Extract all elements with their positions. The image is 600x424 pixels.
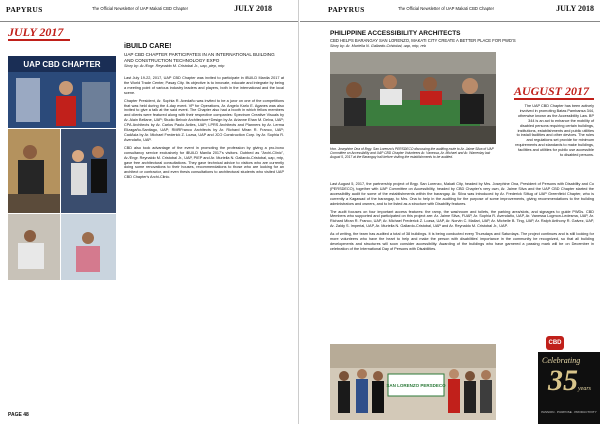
article-body xyxy=(124,76,284,183)
article-title: PHILIPPINE ACCESSIBILITY ARCHITECTS xyxy=(330,30,461,37)
month-label: JULY 2017 xyxy=(8,25,64,39)
anniversary-suffix: years xyxy=(578,386,591,392)
month-underline xyxy=(8,39,70,41)
article-subtitle: CBD HELPS BARANGAY SAN LORENZO, MAKATI CITY CREATE A BETTER PLACE FOR PWD'S xyxy=(330,38,516,43)
left-page xyxy=(0,0,299,424)
header-date: JULY 2018 xyxy=(556,4,594,13)
banner-text: SAN LORENZO PERSDECO xyxy=(386,383,446,388)
side-paragraph: The UAP CBD Chapter has been actively involved in promoting Batas Pambansa 344, otherwise known as the Accessibility Law. BP 344 is an act to enhance the mobility of disabled persons requiring certain buildings, institutions, establishments and public utilities to install facilities and other devices. The rules and regulations set provide for minimum requirements and standards to make buildings, facilities and utilities for public use accessible to disabled persons. xyxy=(515,104,594,158)
right-header xyxy=(300,0,600,22)
article-subtitle: UAP CBD CHAPTER PARTICIPATES IN AN INTERNATIONAL BUILDING AND CONSTRUCTION TECHNOLOGY EXPO xyxy=(124,52,275,63)
meeting-photo xyxy=(330,52,496,144)
brand-name: PAPYRUS xyxy=(328,5,365,14)
photo-caption: Hon. Josephine Ona of Brgy. San Lorenzo's PERSDECO discussing the auditing route to Ar. Jaime Silva of UAP Committee on Accessibility and UAP CBD Chapter Volunteers Ar. Vanessa, Ar. Michael and Ar. Warrenlay last August 5, 2017 at the Barangay hall before visiting the establishments to be audited. xyxy=(330,147,494,160)
celebrating-text: Celebrating xyxy=(542,356,581,365)
anniversary-logo xyxy=(538,352,600,424)
motto-text: PASSION · PURPOSE · PRODUCTIVITY xyxy=(541,410,597,414)
group-photo xyxy=(330,344,496,420)
photo-banner-text: UAP CBD CHAPTER xyxy=(23,60,101,69)
anniversary-number: 35 xyxy=(548,364,578,397)
article-body xyxy=(330,182,594,255)
article-paragraph: Last August 5, 2017, the partnership project of Brgy. San Lorenzo, Makati City, headed by Mrs. Josephine Ona, President of Persons with Disability and Co (PERSDECO), together with UAP Committee on Accessibility, headed by CBD Chapter's very own, Ar. Jaime Silva and the UAP CBD Chapter started the accessibility audit for some of the establishments within the barangay. Ar. Silva was introduced by Ar. Frederick Siltug of UAP Greenfield Chapter, who is currently a Kagawad of the barangay, to Mrs. Ona to help in the auditing for the purpose of some improvements, giving recommendations to the building administrators and owners, and to be listed as a structure with Disability features. xyxy=(330,182,594,206)
month-underline xyxy=(514,98,594,100)
page-number: PAGE 48 xyxy=(8,412,29,418)
article-paragraph: Last July 19-22, 2017, UAP CBD Chapter was invited to participate in iBUILD Manila 2017 at the World Trade Center, Pasay City. Its objective is to innovate, educate and integrate by being a meeting point of various industry leaders and players, both in the international and the local scene. xyxy=(124,76,284,95)
expo-photo-collage xyxy=(8,56,116,280)
article-byline: Story by: Ar. Muriella N. Gallardo-Cristobal, uap, mtp, reb xyxy=(330,44,426,48)
article-paragraph: The audit focuses on four important access features: the ramp, the washroom and toilets, the parking area/slots, and signages to guide PWDs. CBD Members who supported and participated on this project are: Ar. Jaime Silva, FUAP, Ar. Sophia R. Avendaño, UAP, Ar. Vanessa Logmon-Ledesma, UAP, Ar. Richard Miran R. Franco, UAP, Ar. Michael Frederick Z. Lozsa, UAP, Ar. Norvin C. Mallari, UAP, Ar. Michelle B. Ting, UAP, Ar. Ralph Anthony R. Galvez, UAP, Ar. Zaldy S. Imperial, UAP, Ar. Muriella N. Gallardo-Cristobal, UAP and Ar. Reynaldo M. Cristobal Jr., UAP. xyxy=(330,209,594,229)
left-header xyxy=(0,0,298,22)
article-title: iBUILD CARE! xyxy=(124,43,172,50)
cbd-badge: CBD xyxy=(546,336,564,350)
month-label: AUGUST 2017 xyxy=(514,84,590,98)
article-byline: Story by: Ar./Engr. Reynaldo M. Cristobal Jr., uap, piep, mtp xyxy=(124,64,225,68)
header-tagline: The Official Newsletter of UAP Makati CBD Chapter xyxy=(92,6,188,11)
article-paragraph: As of writing, the team has audited a total of 38 buildings. It is being conducted every Thursdays and Saturdays. The project continues and is still looking for more volunteers who have the heart to help and make the person with disabilities' importance in the community be recognized, so that all building developments and structures will soon consider accessibility. Awarding of the buildings who have garnered a passing mark will be on December in celebration of the International Day of Persons with Disabilities. xyxy=(330,232,594,251)
header-date: JULY 2018 xyxy=(234,4,272,13)
photo-visitors xyxy=(61,129,116,213)
right-page xyxy=(300,0,600,424)
header-tagline: The Official Newsletter of UAP Makati CBD Chapter xyxy=(398,6,494,11)
article-paragraph: CBD also took advantage of the event in promoting the profession by giving a pro-bono consultancy service exclusively for iBUILD Manila 2017's visitors. Dubbed as "Archi-Clinic", Ar./Engr. Reynaldo M. Cristobal Jr., UAP, PIEP and Ar. Muriella N. Gallardo-Cristobal, uap, mtp, gave free architectural consultations. They gave technical advice to visitors who are currently doing some renovations to their houses, recommendations to those who are looking for an architect or contractor, and even thesis consultations to architectural students who visited UAP CBD Chapter's Archi-Clinic. xyxy=(124,145,284,180)
brand-name: PAPYRUS xyxy=(6,5,43,14)
article-paragraph: Chapter President, Ar. Sophia R. Avedaño was invited to be a juror on one of the competitions that was held during the 4-day event. VP for Operations, Ar. Angelo Karlo E. Aganes was also invited to give a talk at the said event. The Chapter also had a booth in which fellow members and clients were featured along with their respective companies: Spectrum Creative Visuals by Ar. Alain Bellane, UAP; Studio Belvoir Architecture+Design by Ar. Arianne Ehan M. Delva, UAP; CPA Architects by Ar. Carlos Paolo Aviles, UAP; LPRS Architects and Planners by Ar. Lerma Elizagaño-Santiago, UAP; RMRFranco Architects by Ar. Richard Miran R. Franco, UAP; CadAsia by Ar. Michael Frederick Z. Lozsa, UAP and JCO Construction Corp. by Ar. Sophia R. Avendaño, UAP. xyxy=(124,98,284,142)
